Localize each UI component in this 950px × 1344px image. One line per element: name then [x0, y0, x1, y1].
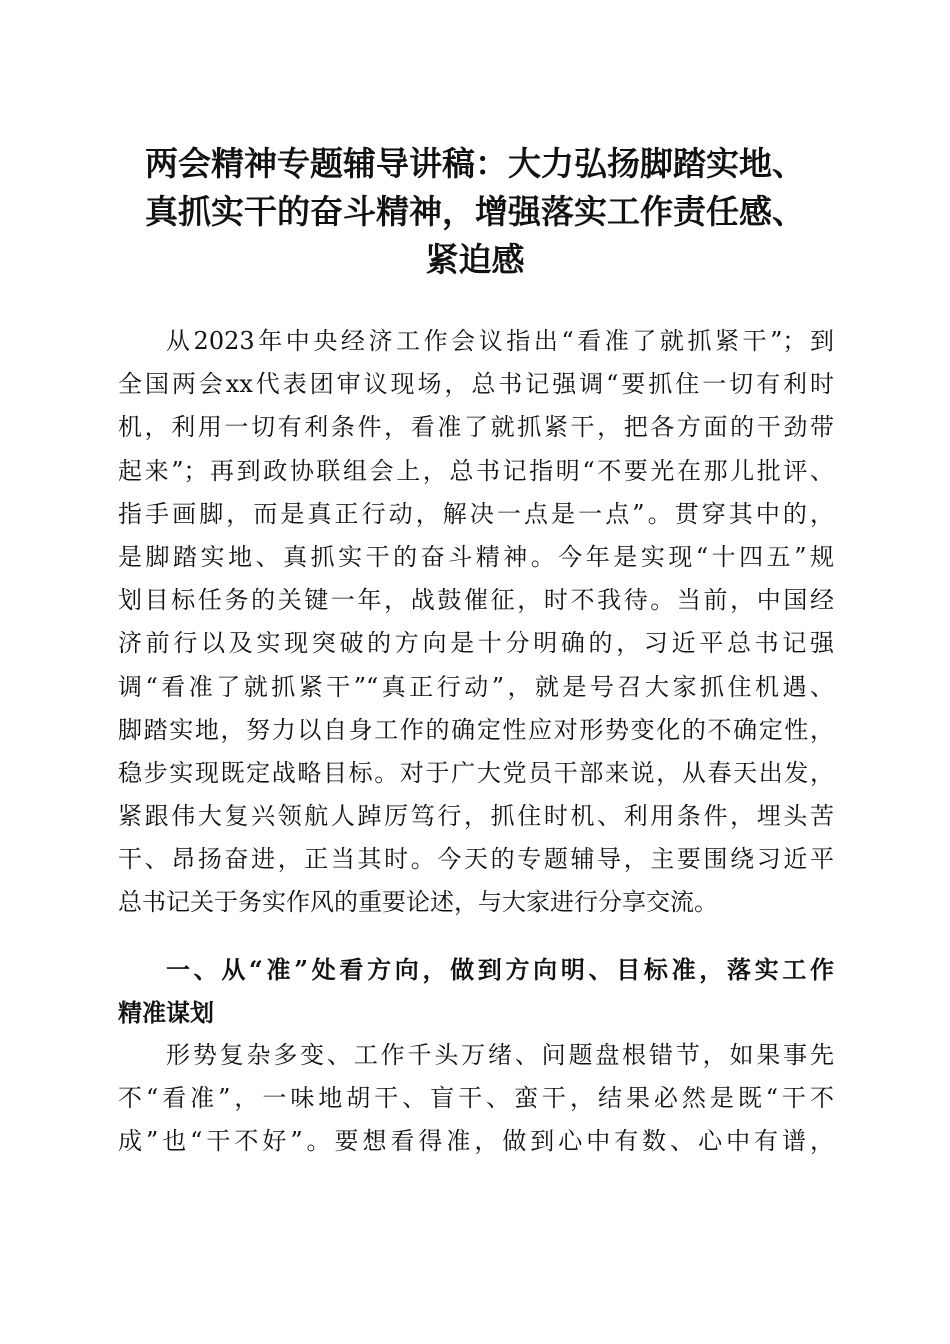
paragraph-line: 起来”；再到政协联组会上，总书记指明“不要光在那儿批评、	[118, 456, 834, 485]
paragraph-line: 形势复杂多变、工作千头万绪、问题盘根错节，如果事先	[166, 1041, 834, 1069]
paragraph-line: 不“看准”，一味地胡干、盲干、蛮干，结果必然是既“干不	[118, 1084, 834, 1113]
title-line: 真抓实干的奋斗精神，增强落实工作责任感、	[145, 192, 805, 231]
paragraph-line: 从2023年中央经济工作会议指出“看准了就抓紧干”；到	[166, 327, 834, 355]
paragraph-line: 调“看准了就抓紧干”“真正行动”，就是号召大家抓住机遇、	[118, 672, 834, 701]
paragraph-line: 干、昂扬奋进，正当其时。今天的专题辅导，主要围绕习近平	[118, 845, 834, 874]
section-paragraph	[118, 1034, 834, 1164]
paragraph-line: 划目标任务的关键一年，战鼓催征，时不我待。当前，中国经	[118, 586, 834, 615]
paragraph-line: 是脚踏实地、真抓实干的奋斗精神。今年是实现“十四五”规	[118, 542, 834, 571]
paragraph-line: 机，利用一切有利条件，看准了就抓紧干，把各方面的干劲带	[118, 413, 834, 442]
paragraph-line: 指手画脚，而是真正行动，解决一点是一点”。贯穿其中的，	[118, 499, 834, 528]
paragraph-line: 稳步实现既定战略目标。对于广大党员干部来说，从春天出发，	[118, 758, 834, 787]
section-heading	[118, 948, 834, 1034]
intro-paragraph	[118, 320, 834, 925]
paragraph-line: 总书记关于务实作风的重要论述，与大家进行分享交流。	[118, 888, 718, 917]
heading-line: 一、从“准”处看方向，做到方向明、目标准，落实工作	[166, 955, 834, 984]
title-line: 紧迫感	[425, 240, 525, 279]
heading-line: 精准谋划	[118, 998, 214, 1028]
paragraph-line: 成”也“干不好”。要想看得准，做到心中有数、心中有谱，	[118, 1127, 834, 1156]
paragraph-line: 紧跟伟大复兴领航人踔厉笃行，抓住时机、利用条件，埋头苦	[118, 802, 834, 831]
document-title	[110, 140, 840, 284]
paragraph-line: 全国两会xx代表团审议现场，总书记强调“要抓住一切有利时	[118, 370, 834, 399]
title-line: 两会精神专题辅导讲稿：大力弘扬脚踏实地、	[145, 144, 805, 183]
paragraph-line: 济前行以及实现突破的方向是十分明确的，习近平总书记强	[118, 629, 834, 658]
paragraph-line: 脚踏实地，努力以自身工作的确定性应对形势变化的不确定性，	[118, 715, 834, 744]
